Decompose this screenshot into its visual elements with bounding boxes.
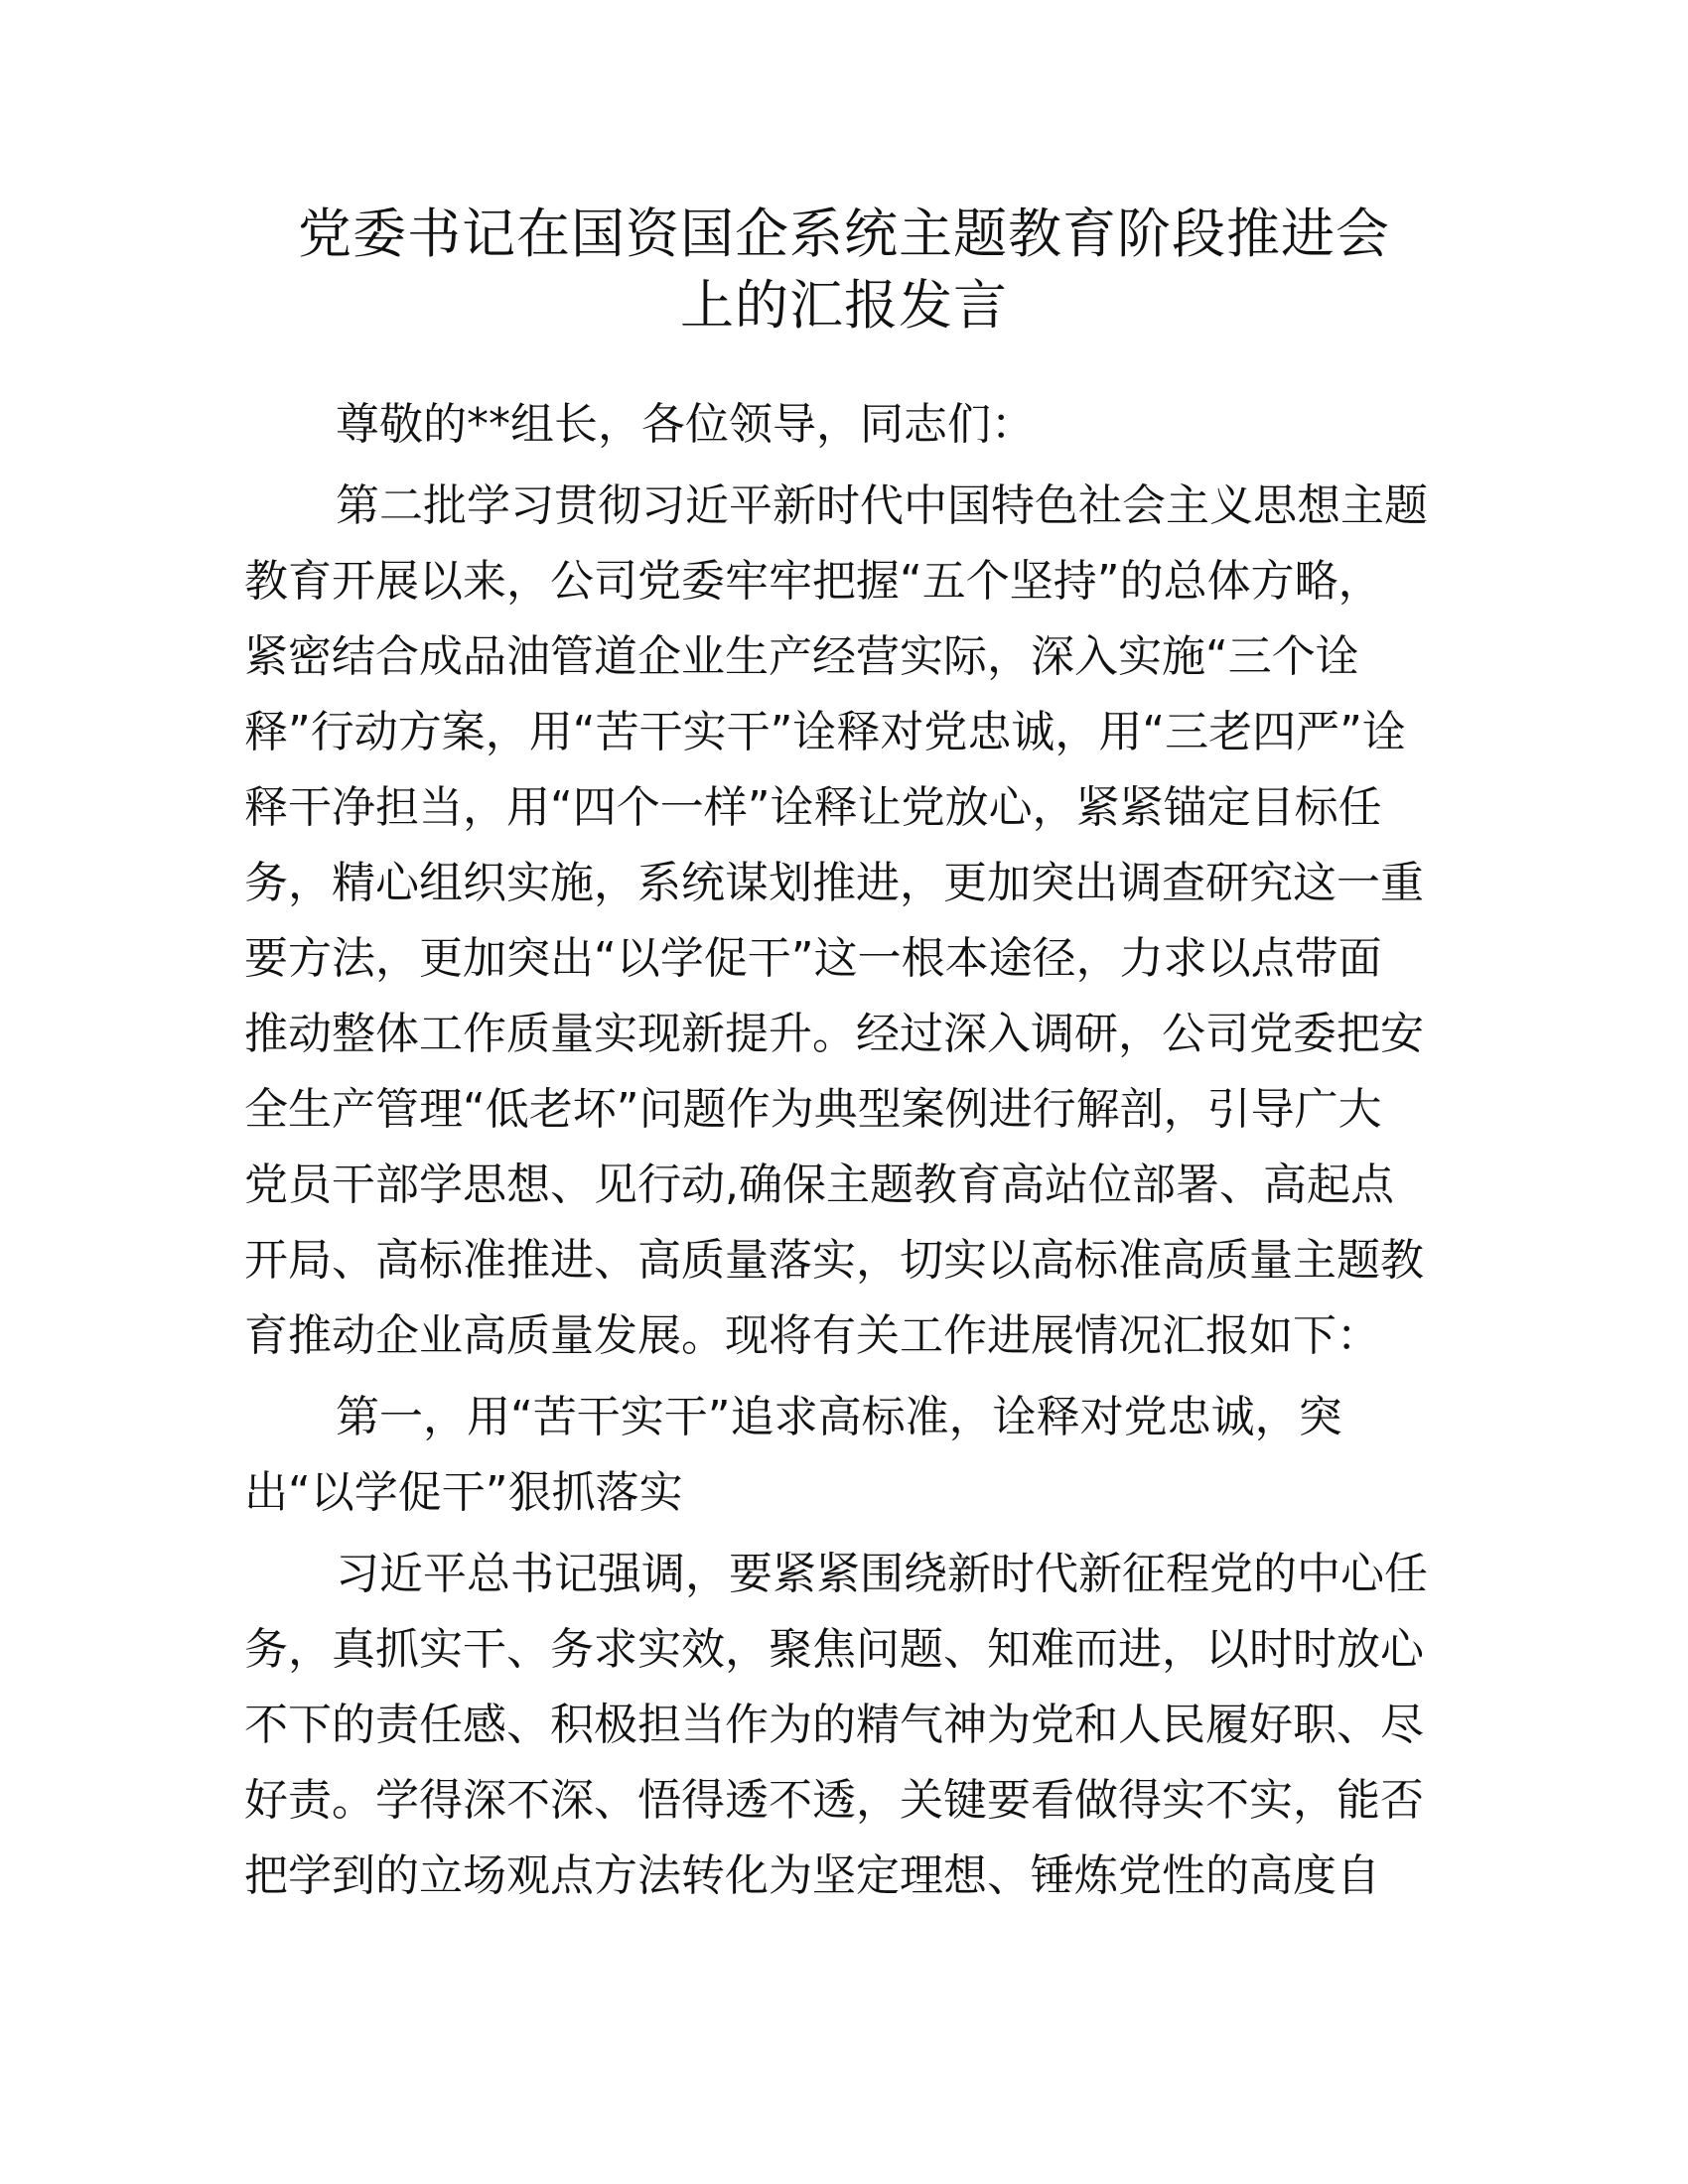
section-heading-1 (244, 1380, 1436, 1531)
paragraph-line: 释”行动方案，用“苦干实干”诠释对党忠诚，用“三老四严”诠 (244, 707, 1406, 757)
paragraph-line: 务，精心组织实施，系统谋划推进，更加突出调查研究这一重 (244, 858, 1424, 908)
paragraph-line: 把学到的立场观点方法转化为坚定理想、锤炼党性的高度自 (244, 1850, 1380, 1901)
paragraph-line: 要方法，更加突出“以学促干”这一根本途径，力求以点带面 (244, 933, 1382, 984)
document-body (244, 387, 1436, 1914)
heading-line: 第一，用“苦干实干”追求高标准，诠释对党忠诚，突 (336, 1392, 1342, 1442)
paragraph-line: 教育开展以来，公司党委牢牢把握“五个坚持”的总体方略， (244, 556, 1382, 607)
paragraph-line: 不下的责任感、积极担当作为的精气神为党和人民履好职、尽 (244, 1700, 1424, 1750)
paragraph-line: 好责。学得深不深、悟得透不透，关键要看做得实不实，能否 (244, 1775, 1424, 1826)
paragraph-line: 务，真抓实干、务求实效，聚焦问题、知难而进，以时时放心 (244, 1624, 1424, 1675)
heading-line: 出“以学促干”狠抓落实 (244, 1467, 683, 1518)
paragraph-intro (244, 469, 1436, 1374)
paragraph-line: 育推动企业高质量发展。现将有关工作进展情况汇报如下： (244, 1310, 1380, 1361)
paragraph-section-1 (244, 1537, 1436, 1914)
paragraph-line: 紧密结合成品油管道企业生产经营实际，深入实施“三个诠 (244, 631, 1359, 682)
title-line: 上的汇报发言 (680, 274, 1008, 337)
document-title (228, 199, 1460, 341)
salutation-line: 尊敬的**组长，各位领导，同志们： (336, 399, 1035, 450)
paragraph-line: 释干净担当，用“四个一样”诠释让党放心，紧紧锚定目标任 (244, 782, 1382, 833)
paragraph-line: 习近平总书记强调，要紧紧围绕新时代新征程党的中心任 (336, 1549, 1428, 1599)
paragraph-line: 党员干部学思想、见行动,确保主题教育高站位部署、高起点 (244, 1160, 1394, 1210)
paragraph-line: 全生产管理“低老坏”问题作为典型案例进行解剖，引导广大 (244, 1084, 1382, 1135)
paragraph-line: 开局、高标准推进、高质量落实，切实以高标准高质量主题教 (244, 1235, 1424, 1286)
title-line: 党委书记在国资国企系统主题教育阶段推进会 (298, 203, 1390, 265)
paragraph-line: 第二批学习贯彻习近平新时代中国特色社会主义思想主题 (336, 480, 1428, 531)
salutation (244, 387, 1436, 463)
paragraph-line: 推动整体工作质量实现新提升。经过深入调研，公司党委把安 (244, 1009, 1424, 1059)
